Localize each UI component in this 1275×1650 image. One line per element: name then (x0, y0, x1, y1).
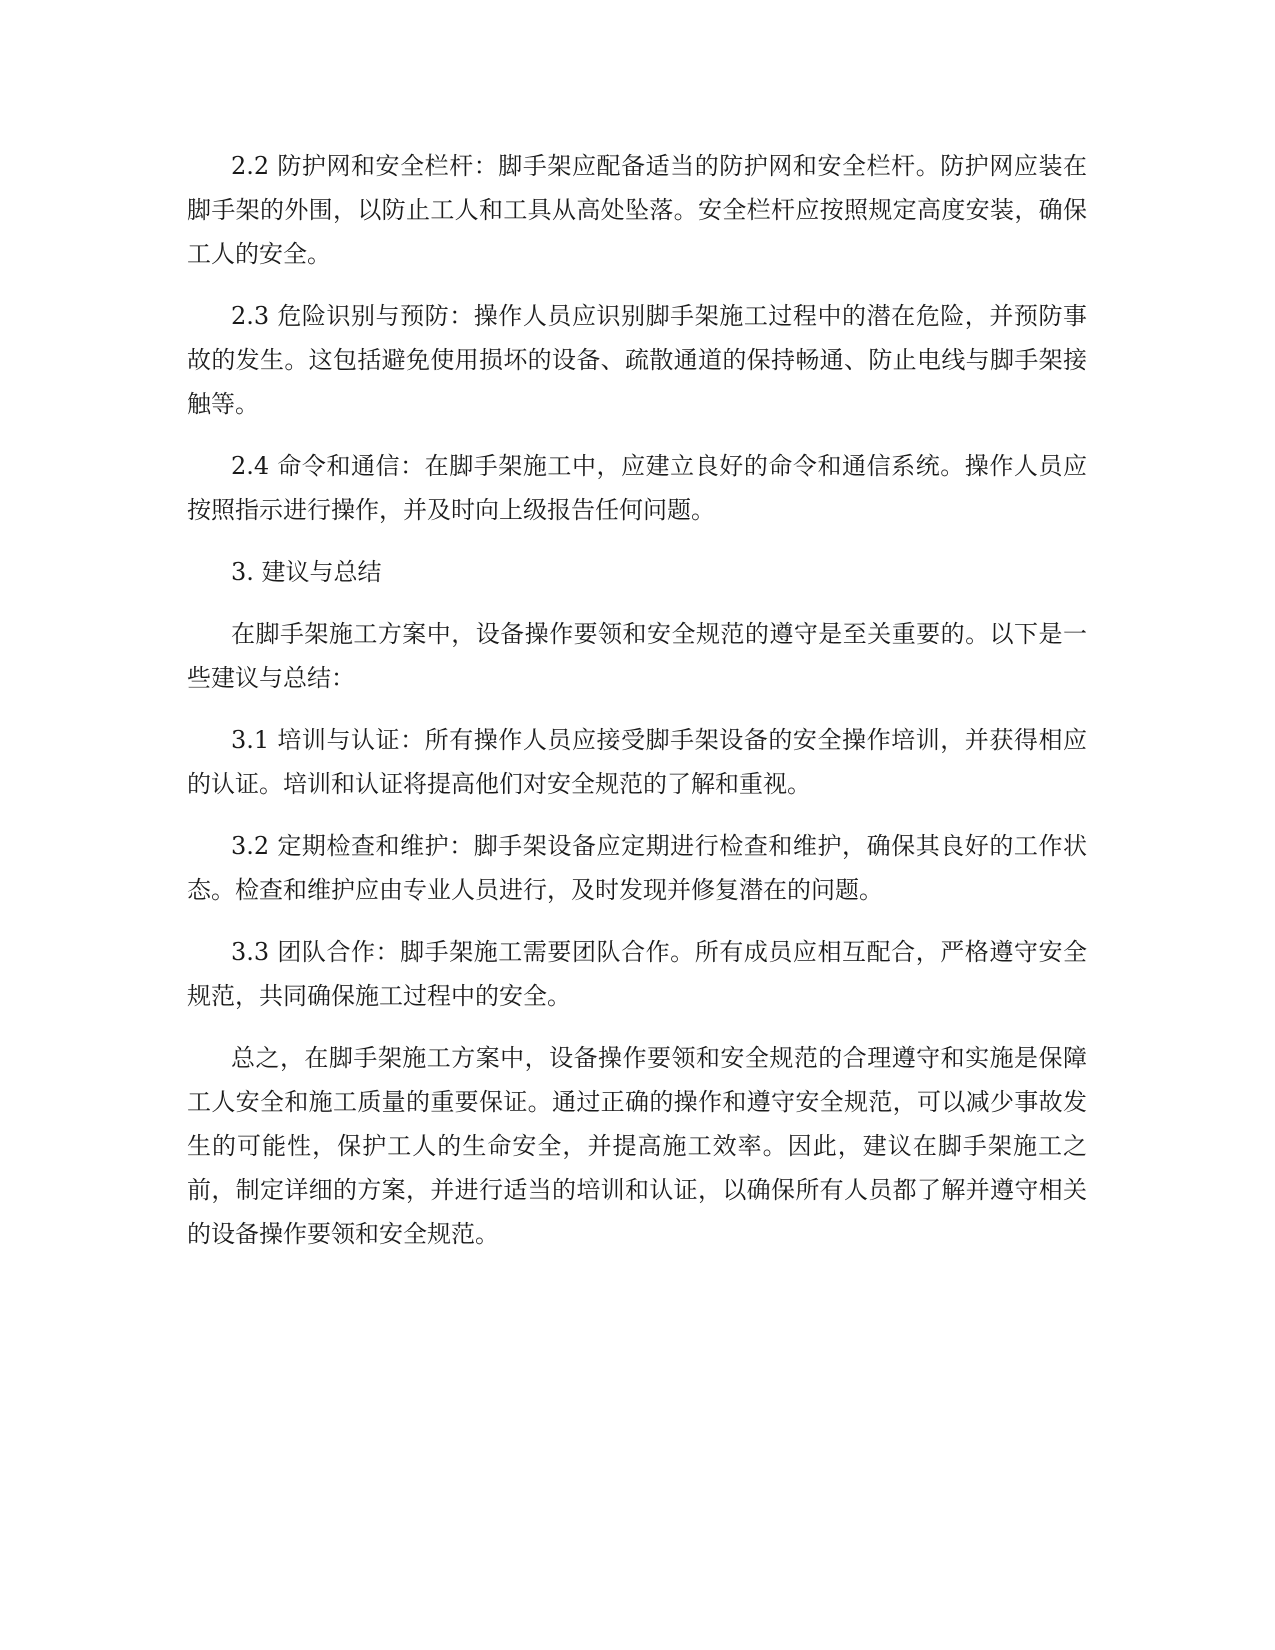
paragraph-3-3-teamwork: 3.3 团队合作：脚手架施工需要团队合作。所有成员应相互配合，严格遵守安全规范，共同确保施工过程中的安全。 (187, 938, 1087, 1010)
paragraph-2-2-protective-net: 2.2 防护网和安全栏杆：脚手架应配备适当的防护网和安全栏杆。防护网应装在脚手架的外围，以防止工人和工具从高处坠落。安全栏杆应按照规定高度安装，确保工人的安全。 (187, 152, 1087, 268)
paragraph-section-3-intro: 在脚手架施工方案中，设备操作要领和安全规范的遵守是至关重要的。以下是一些建议与总结： (187, 620, 1087, 692)
paragraph-3-2-inspection-maintenance: 3.2 定期检查和维护：脚手架设备应定期进行检查和维护，确保其良好的工作状态。检查和维护应由专业人员进行，及时发现并修复潜在的问题。 (187, 832, 1087, 904)
paragraph-conclusion: 总之，在脚手架施工方案中，设备操作要领和安全规范的合理遵守和实施是保障工人安全和施工质量的重要保证。通过正确的操作和遵守安全规范，可以减少事故发生的可能性，保护工人的生命安全，并提高施工效率。因此，建议在脚手架施工之前，制定详细的方案，并进行适当的培训和认证，以确保所有人员都了解并遵守相关的设备操作要领和安全规范。 (187, 1044, 1087, 1248)
paragraph-2-4-command-communication: 2.4 命令和通信：在脚手架施工中，应建立良好的命令和通信系统。操作人员应按照指示进行操作，并及时向上级报告任何问题。 (187, 452, 1087, 524)
paragraph-3-1-training-certification: 3.1 培训与认证：所有操作人员应接受脚手架设备的安全操作培训，并获得相应的认证。培训和认证将提高他们对安全规范的了解和重视。 (187, 726, 1087, 798)
paragraph-2-3-hazard-identification: 2.3 危险识别与预防：操作人员应识别脚手架施工过程中的潜在危险，并预防事故的发生。这包括避免使用损坏的设备、疏散通道的保持畅通、防止电线与脚手架接触等。 (187, 302, 1087, 418)
section-heading-3-suggestions-summary: 3. 建议与总结 (231, 558, 382, 586)
document-body (187, 144, 1087, 1274)
